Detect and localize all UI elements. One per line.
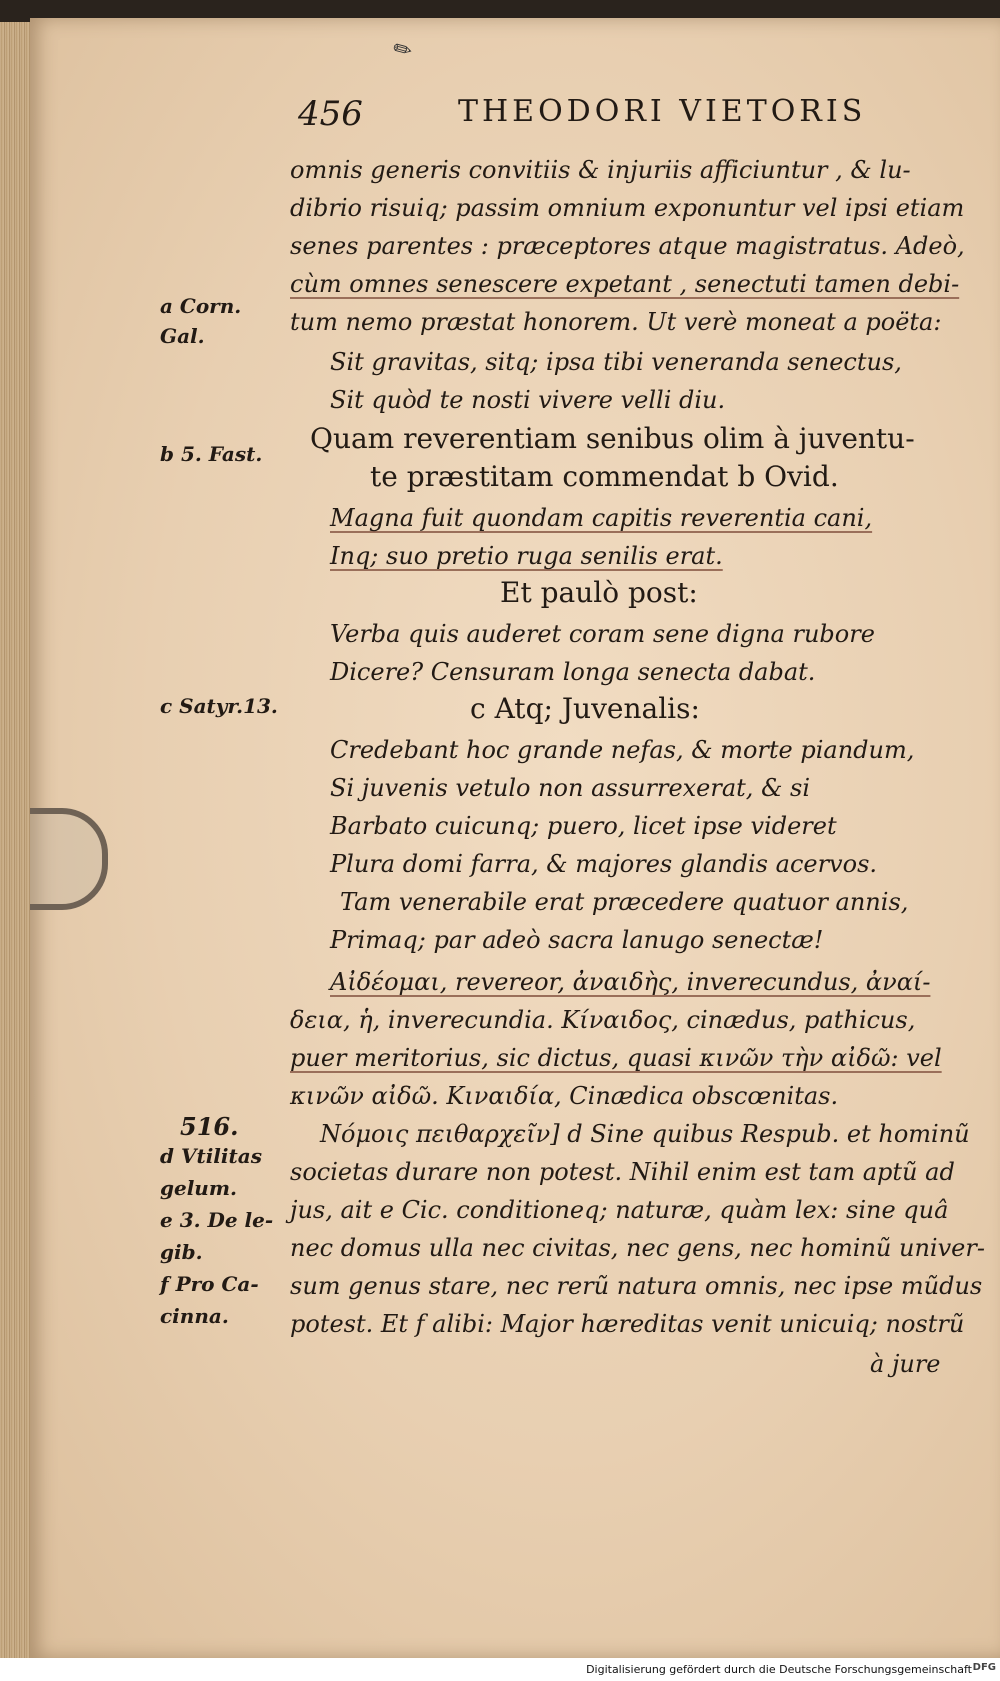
verse-line: Tam venerabile erat præcedere quatuor annis,: [340, 888, 909, 916]
verse-line: Verba quis auderet coram sene digna rubore: [330, 620, 875, 648]
text-line: δεια, ἡ, inverecundia. Κίναιδος, cinædus, pathicus,: [290, 1006, 916, 1034]
text-line: Νόμοις πειθαρχεῖν] d Sine quibus Respub. et hominũ: [320, 1120, 970, 1148]
text-line: Aἰδέομαι, revereor, ἀναιδὴς, inverecundus, ἀναί-: [330, 968, 931, 996]
text-line: Quam reverentiam senibus olim à juventu-: [310, 422, 915, 455]
running-title: THEODORI VIETORIS: [458, 94, 867, 129]
margin-note: gelum.: [160, 1176, 237, 1200]
page-number: 456: [298, 94, 363, 134]
verse-line: Sit quòd te nosti vivere velli diu.: [330, 386, 726, 414]
margin-note: b 5. Fast.: [160, 442, 263, 466]
dfg-logo: DFG: [972, 1662, 996, 1673]
text-line: κινῶν αἰδῶ. Κιναιδία, Cinædica obscœnitas.: [290, 1082, 839, 1110]
text-line: sum genus stare, nec rerũ natura omnis, nec ipse mũdus: [290, 1272, 983, 1300]
margin-note: c Satyr.13.: [160, 694, 278, 718]
verse-line: Sit gravitas, sitq; ipsa tibi veneranda senectus,: [330, 348, 902, 376]
verse-line: Si juvenis vetulo non assurrexerat, & si: [330, 774, 811, 802]
verse-line: Inq; suo pretio ruga senilis erat.: [330, 542, 723, 570]
text-line: tum nemo præstat honorem. Ut verè moneat a poëta:: [290, 308, 942, 336]
book-page: [30, 18, 1000, 1658]
verse-line: Dicere? Censuram longa senecta dabat.: [330, 658, 816, 686]
verse-line: Primaq; par adeò sacra lanugo senectæ!: [330, 926, 824, 954]
margin-number: 516.: [180, 1112, 239, 1141]
text-line: Et paulò post:: [500, 576, 698, 609]
margin-note: Gal.: [160, 324, 205, 348]
text-line: cùm omnes senescere expetant , senectuti tamen debi-: [290, 270, 960, 298]
catchword: à jure: [870, 1350, 941, 1378]
text-line: dibrio risuiq; passim omnium exponuntur vel ipsi etiam: [290, 194, 965, 222]
digitization-footer: [0, 1658, 1000, 1681]
text-line: senes parentes : præceptores atque magistratus. Adeò,: [290, 232, 965, 260]
funding-credit: Digitalisierung gefördert durch die Deutsche Forschungsgemeinschaft: [586, 1663, 972, 1676]
verse-line: Plura domi farra, & majores glandis acervos.: [330, 850, 878, 878]
text-line: omnis generis convitiis & injuriis afficiuntur , & lu-: [290, 156, 911, 184]
verse-line: Credebant hoc grande nefas, & morte piandum,: [330, 736, 915, 764]
margin-note: d Vtilitas: [160, 1144, 262, 1168]
text-line: puer meritorius, sic dictus, quasi κινῶν τὴν αἰδῶ: vel: [290, 1044, 942, 1072]
margin-note: gib.: [160, 1240, 203, 1264]
running-header: [298, 94, 918, 144]
verse-line: Barbato cuicunq; puero, licet ipse videret: [330, 812, 837, 840]
margin-note: e 3. De le-: [160, 1208, 274, 1232]
text-line: te præstitam commendat b Ovid.: [370, 460, 839, 493]
text-line: c Atq; Juvenalis:: [470, 692, 700, 725]
verse-line: Magna fuit quondam capitis reverentia cani,: [330, 504, 873, 532]
text-line: jus, ait e Cic. conditioneq; naturæ, quàm lex: sine quâ: [290, 1196, 949, 1224]
text-line: nec domus ulla nec civitas, nec gens, nec hominũ univer-: [290, 1234, 985, 1262]
page-text: [30, 18, 1000, 1658]
pencil-mark-icon: ✎: [388, 35, 418, 66]
margin-note: f Pro Ca-: [160, 1272, 259, 1296]
margin-note: a Corn.: [160, 294, 242, 318]
text-line: potest. Et f alibi: Major hæreditas venit unicuiq; nostrũ: [290, 1310, 965, 1338]
margin-note: cinna.: [160, 1304, 229, 1328]
text-line: societas durare non potest. Nihil enim est tam aptũ ad: [290, 1158, 955, 1186]
